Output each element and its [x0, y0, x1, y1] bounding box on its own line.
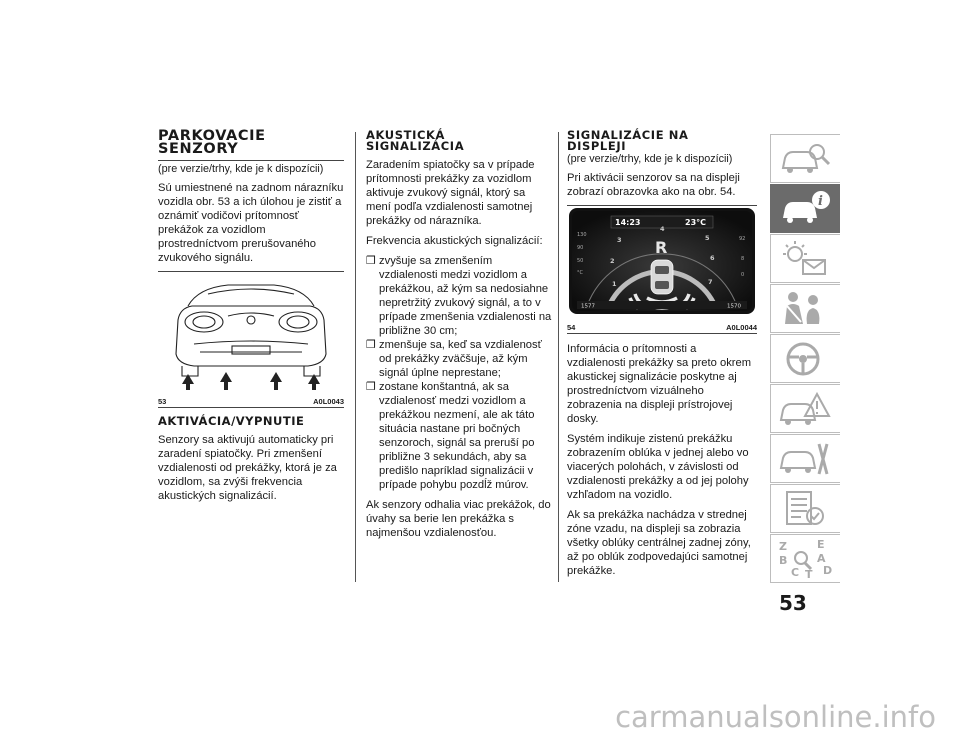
tab-steering[interactable] — [770, 334, 840, 383]
scale-label: 90 — [577, 245, 584, 251]
rpm-label: 3 — [617, 236, 622, 244]
odometer-right: 1570 — [727, 303, 741, 310]
scale-label: 130 — [577, 232, 587, 238]
figure-number: 54 — [567, 323, 576, 332]
paragraph: Frekvencia akustických signalizácií: — [366, 235, 543, 247]
rpm-label: 4 — [660, 225, 665, 233]
watermark: carmanualsonline.info — [615, 700, 936, 734]
svg-text:C: C — [791, 566, 800, 579]
figure-54 — [567, 205, 757, 334]
figure-code: A0L0043 — [313, 397, 344, 406]
tab-maintenance[interactable] — [770, 434, 840, 483]
tab-emergency[interactable] — [770, 384, 840, 433]
paragraph: Systém indikuje zistenú prekážku zobrazením oblúka v jednej alebo vo viacerých polohách, v závislosti od vzdialenosti prekážky a od jej polohy vzhľadom na vozidlo. — [567, 433, 749, 501]
list-item: ❒ zostane konštantná, ak sa vzdialenosť medzi vozidlom a prekážkou nezmení, ale ak táto situácia nastane pri bočných senzoroch, signál sa preruší po približne 3 sekundách, aby sa predišlo napríklad signalizácii v prípade pohybu pozdĺž múrov. — [366, 381, 535, 491]
rpm-label: 7 — [708, 278, 713, 286]
car-rear-illustration — [158, 272, 344, 390]
figure-number: 53 — [158, 397, 167, 406]
rpm-label: 1 — [612, 280, 617, 288]
rpm-label: 6 — [710, 254, 715, 262]
svg-text:B: B — [779, 554, 788, 567]
paragraph: Sú umiestnené na zadnom nárazníku vozidla obr. 53 a ich úlohou je zistiť a oznámiť vodičovi prítomnosť prekážok za vozidlom prostredníctvom prerušovaného zvukového signálu. — [158, 182, 344, 264]
tab-safety[interactable] — [770, 284, 840, 333]
scale-label: 0 — [741, 272, 745, 278]
car-warning-icon — [777, 388, 833, 430]
paragraph: Pri aktivácii senzorov sa na displeji zobrazí obrazovka ako na obr. 54. — [567, 172, 740, 198]
section-subtitle: (pre verzie/trhy, kde je k dispozícii) — [158, 163, 324, 175]
page-number: 53 — [779, 591, 807, 615]
scale-label: 8 — [741, 256, 745, 262]
section-subtitle: (pre verzie/trhy, kde je k dispozícii) — [567, 153, 733, 165]
checklist-icon — [777, 488, 833, 530]
paragraph: Ak senzory odhalia viac prekážok, do úvahy sa berie len prekážka s najmenšou vzdialenosťou. — [366, 499, 551, 539]
car-info-icon — [777, 188, 833, 230]
bullet-list — [366, 254, 552, 492]
svg-text:A: A — [817, 552, 826, 565]
car-tools-icon — [777, 438, 833, 480]
list-item: ❒ zmenšuje sa, keď sa vzdialenosť od prekážky zväčšuje, až kým signál úplne neprestane; — [366, 339, 542, 379]
temperature-readout: 23°C — [685, 218, 707, 227]
column-parking-sensors — [158, 128, 344, 509]
svg-text:Z: Z — [779, 540, 787, 553]
scale-label: 50 — [577, 258, 584, 264]
column-acoustic-signal — [366, 128, 552, 546]
warning-light-message-icon — [777, 238, 833, 280]
odometer-left: 1577 — [581, 303, 595, 310]
clock-readout: 14:23 — [615, 218, 641, 227]
paragraph: Senzory sa aktivujú automaticky pri zaradení spiatočky. Pri zmenšení vzdialenosti od prekážky, ktorá je za vozidlom, sa zvýši frekvencia akustických signalizácií. — [158, 434, 337, 502]
svg-text:D: D — [823, 564, 833, 577]
paragraph: Informácia o prítomnosti a vzdialenosti prekážky sa preto okrem akustickej signalizácie poskytne aj prostredníctvom vizuálneho zobrazenia na displeji prístrojovej dosky. — [567, 343, 752, 425]
tab-specifications[interactable] — [770, 484, 840, 533]
section-title: AKUSTICKÁ SIGNALIZÁCIA — [366, 128, 465, 153]
section-title: PARKOVACIE SENZORY — [158, 128, 266, 157]
svg-text:i: i — [818, 194, 823, 209]
rpm-label: 5 — [705, 234, 710, 242]
tab-car-info[interactable] — [770, 184, 840, 233]
paragraph: Zaradením spiatočky sa v prípade prítomnosti prekážky za vozidlom aktivuje zvukový signál, ktorý sa mení podľa vzdialenosti samotnej prekážky od nárazníka. — [366, 159, 535, 227]
seatbelt-airbag-icon — [777, 288, 833, 330]
svg-text:E: E — [817, 538, 825, 551]
instrument-cluster-display — [567, 206, 757, 316]
gear-indicator: R — [655, 238, 668, 257]
car-search-icon — [777, 138, 833, 180]
list-item: ❒ zvyšuje sa zmenšením vzdialenosti medzi vozidlom a prekážkou, až kým sa nedosiahne nepretržitý zvukový signál, a to v prípade zmenšenia vzdialenosti na približne 30 cm; — [366, 255, 552, 337]
tab-index[interactable] — [770, 534, 840, 583]
section-title: SIGNALIZÁCIE NA DISPLEJI — [567, 128, 689, 153]
tab-warning-lights[interactable] — [770, 234, 840, 283]
scale-label: 92 — [739, 236, 746, 242]
tab-car-search[interactable] — [770, 134, 840, 183]
svg-text:T: T — [805, 568, 813, 580]
alphabet-index-icon — [777, 538, 833, 580]
figure-code: A0L0044 — [726, 323, 757, 332]
steering-wheel-icon — [777, 338, 833, 380]
paragraph: Ak sa prekážka nachádza v strednej zóne vzadu, na displeji sa zobrazia všetky oblúky centrálnej zadnej zóny, až po oblúk zodpovedajúci samotnej prekážke. — [567, 509, 751, 577]
scale-label: °C — [577, 270, 583, 276]
column-display-signal — [567, 128, 757, 584]
subsection-title: AKTIVÁCIA/VYPNUTIE — [158, 414, 305, 428]
figure-53 — [158, 271, 344, 408]
rpm-label: 2 — [610, 257, 615, 265]
